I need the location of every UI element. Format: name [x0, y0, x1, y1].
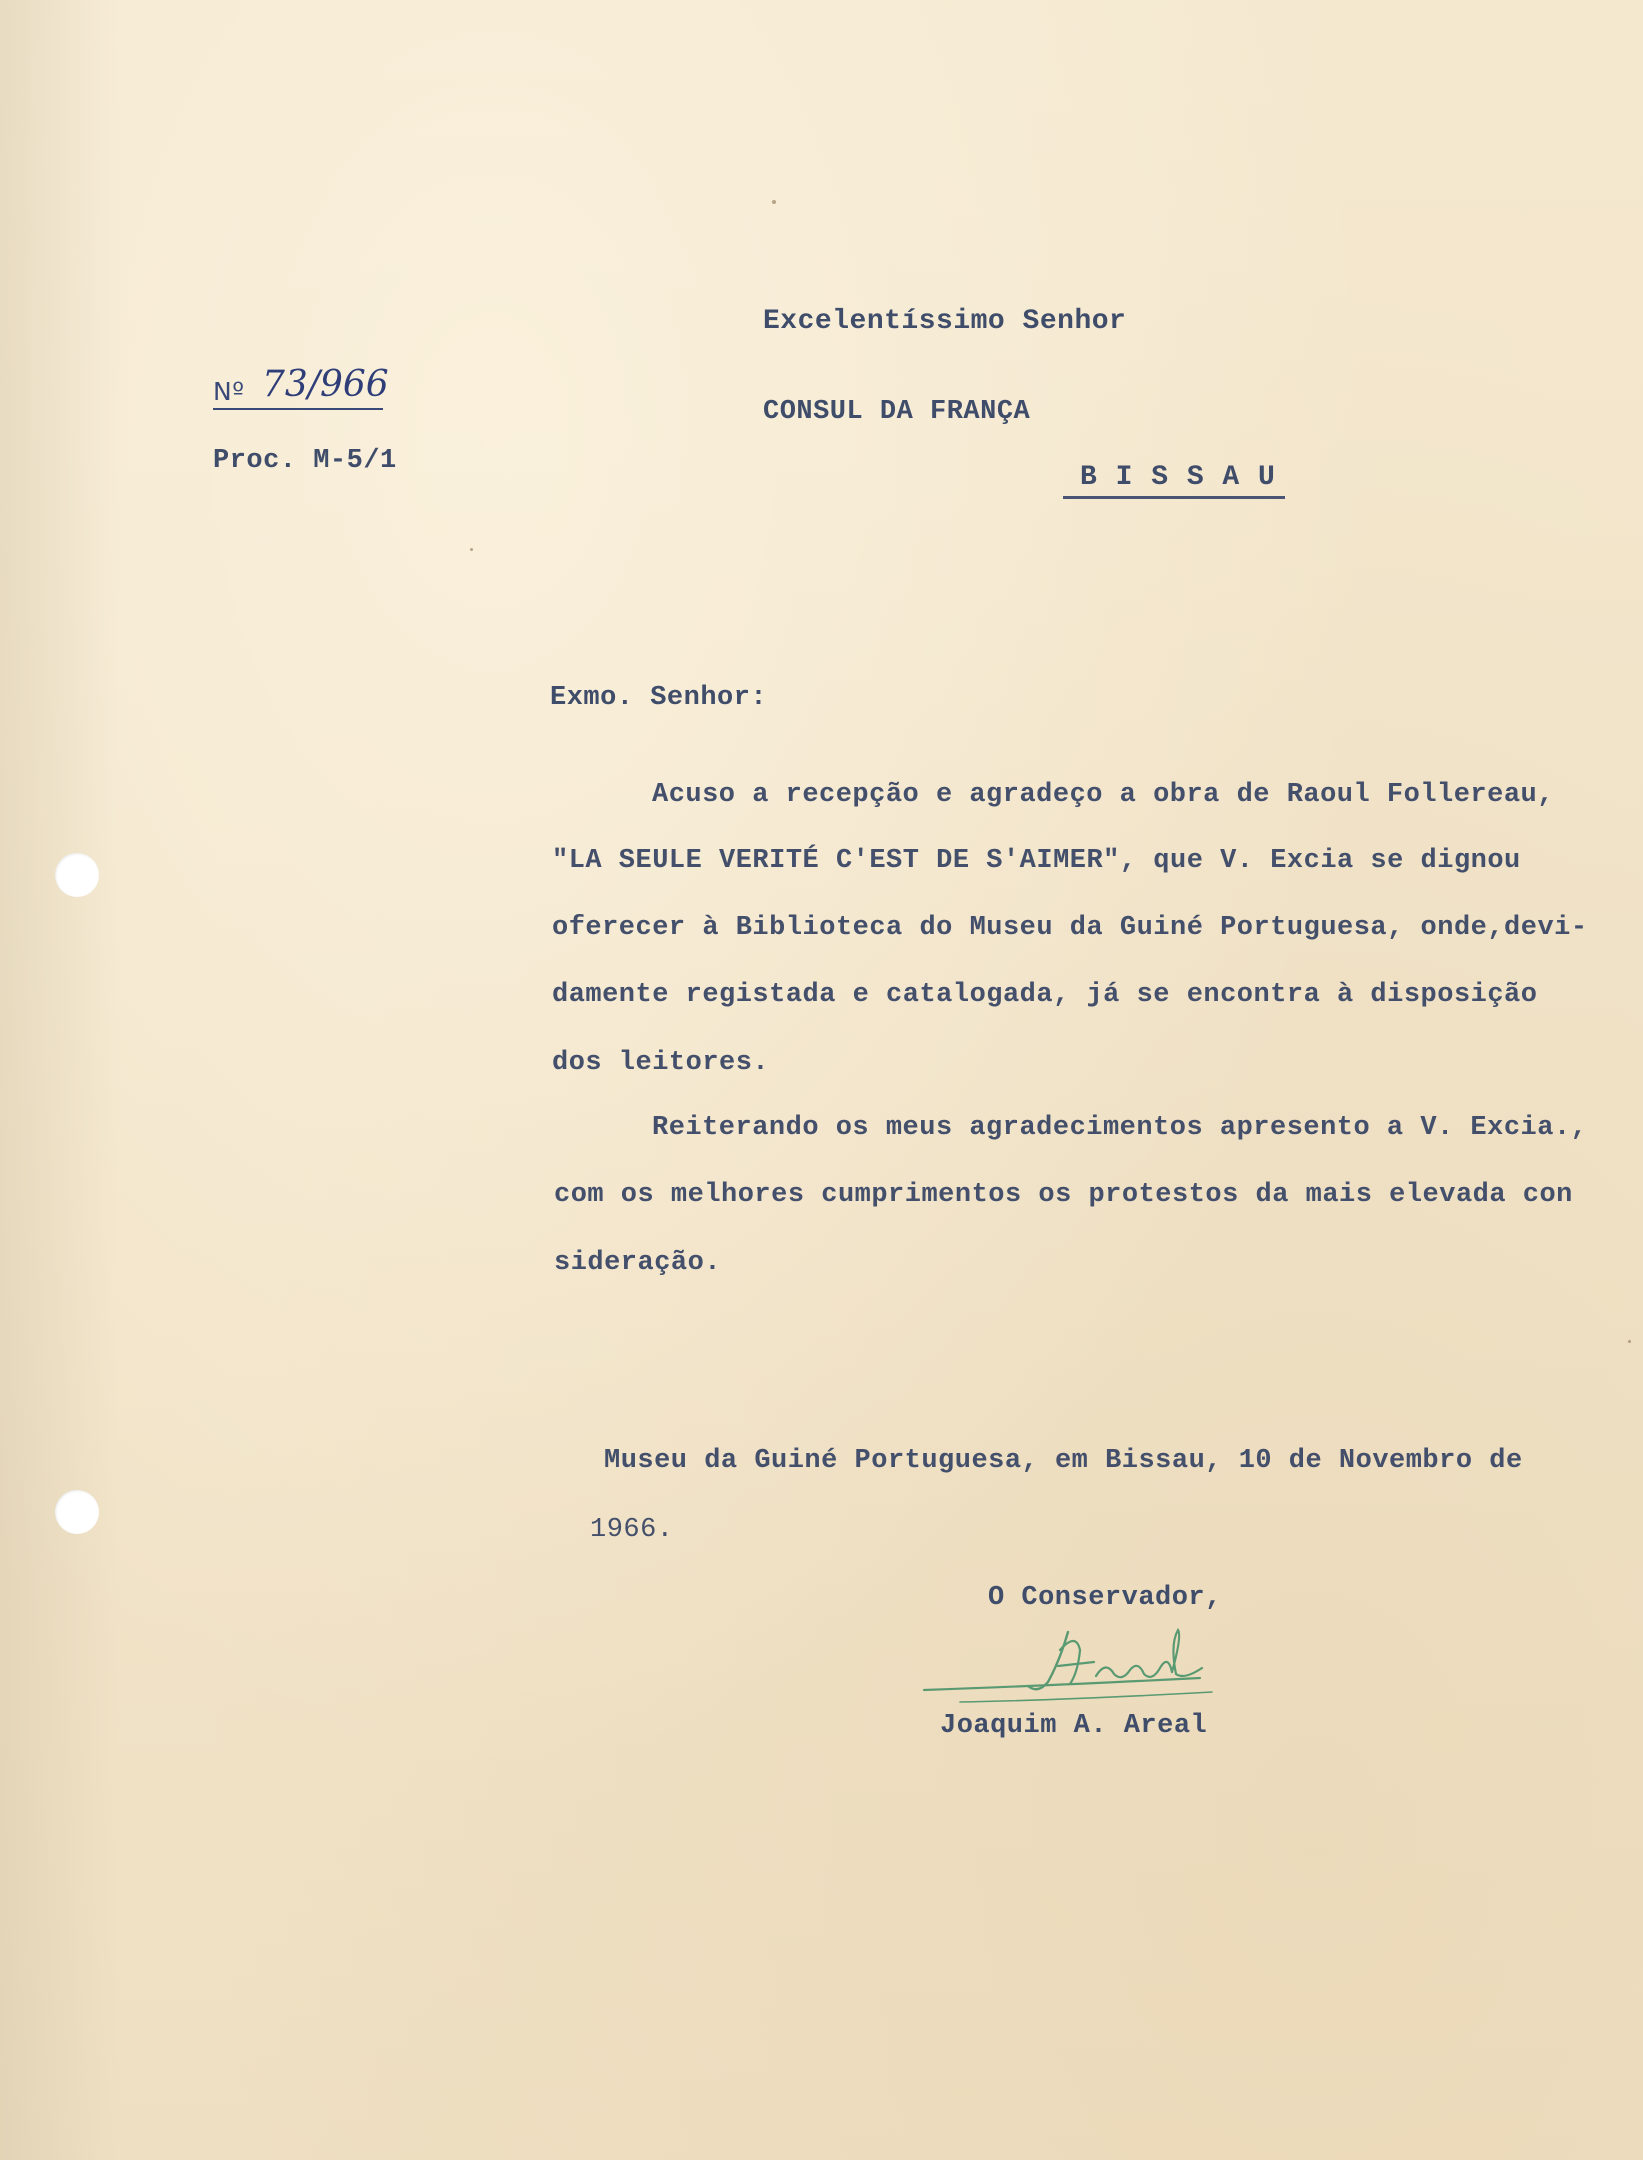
reference-number-underline — [213, 408, 383, 410]
paragraph-line: oferecer à Biblioteca do Museu da Guiné Portuguesa, onde,devi- — [552, 913, 1588, 943]
punch-hole-top — [55, 853, 99, 897]
paragraph-line: Acuso a recepção e agradeço a obra de Raoul Follereau, — [652, 780, 1554, 810]
recipient-city: B I S S A U — [1080, 462, 1276, 493]
paper-edge-shading — [0, 0, 120, 2160]
city-underline — [1063, 496, 1285, 499]
paper-speck — [470, 548, 473, 551]
salutation-title: Excelentíssimo Senhor — [763, 306, 1127, 337]
paragraph-line: com os melhores cumprimentos os protestos da mais elevada con — [554, 1180, 1573, 1210]
process-reference: Proc. M-5/1 — [213, 446, 397, 476]
place-date-year: 1966. — [590, 1515, 674, 1545]
paper-speck — [772, 200, 776, 204]
recipient-name: CONSUL DA FRANÇA — [763, 397, 1031, 427]
paper-speck — [1628, 1340, 1631, 1343]
punch-hole-bottom — [55, 1490, 99, 1534]
closing: O Conservador, — [988, 1583, 1222, 1613]
paragraph-line: sideração. — [554, 1248, 722, 1278]
place-date-line: Museu da Guiné Portuguesa, em Bissau, 10 de Novembro de — [604, 1446, 1523, 1476]
paragraph-line: "LA SEULE VERITÉ C'EST DE S'AIMER", que V. Excia se dignou — [552, 846, 1521, 876]
paragraph-line: Reiterando os meus agradecimentos apresento a V. Excia., — [652, 1113, 1588, 1143]
paragraph-line: dos leitores. — [552, 1048, 770, 1078]
number-prefix: Nº — [213, 377, 245, 406]
handwritten-signature — [920, 1620, 1220, 1720]
signatory-name: Joaquim A. Areal — [940, 1711, 1208, 1741]
handwritten-number: 73/966 — [262, 364, 389, 405]
greeting: Exmo. Senhor: — [550, 683, 768, 713]
paragraph-line: damente registada e catalogada, já se encontra à disposição — [552, 980, 1538, 1010]
